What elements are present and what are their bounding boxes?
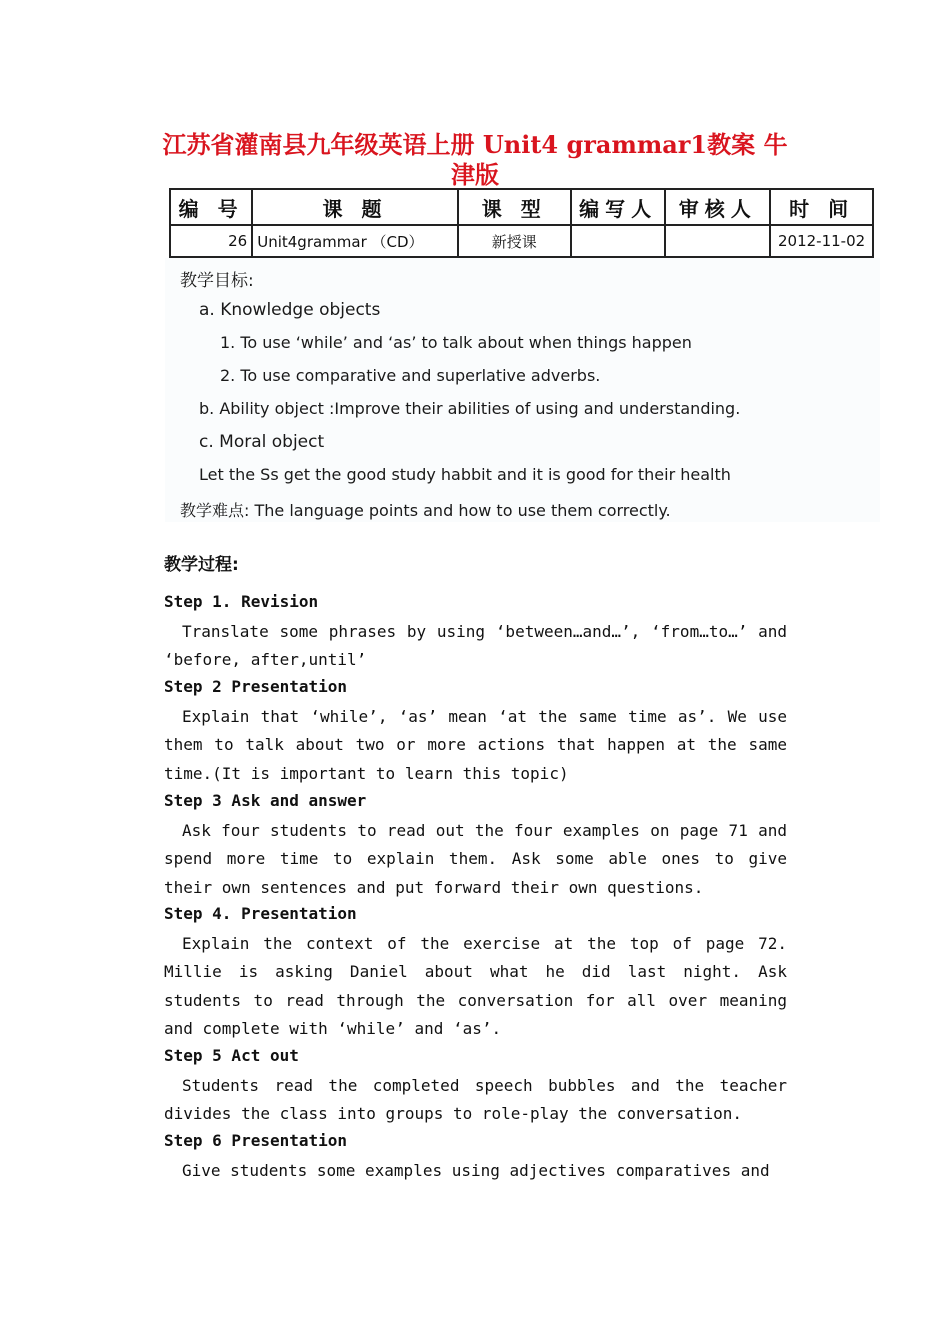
step-text: Give students some examples using adjectives comparatives and <box>182 1161 770 1180</box>
step-heading: Step 4. Presentation <box>164 904 357 923</box>
header-time: 时 间 <box>770 189 873 225</box>
header-topic: 课 题 <box>252 189 458 225</box>
step-heading: Step 5 Act out <box>164 1046 299 1065</box>
moral-text: Let the Ss get the good study habbit and it is good for their health <box>199 465 731 484</box>
step-text: Translate some phrases by using ‘between…and…’, ‘from…to…’ and ‘before, after,until’ <box>164 622 787 670</box>
moral-label: c. Moral object <box>199 432 325 452</box>
objectives-block <box>165 258 880 522</box>
cell-reviewer <box>665 225 770 257</box>
table-row <box>170 225 873 257</box>
cell-type: 新授课 <box>458 225 571 257</box>
cell-number: 26 <box>170 225 252 257</box>
step-heading: Step 3 Ask and answer <box>164 791 367 810</box>
lesson-info-table <box>169 188 874 258</box>
objectives-heading: 教学目标: <box>180 271 254 291</box>
knowledge-item-1: 1. To use ‘while’ and ‘as’ to talk about when things happen <box>220 333 692 352</box>
document-title: 江苏省灌南县九年级英语上册 Unit4 grammar1教案 牛津版 <box>162 130 788 189</box>
header-type: 课 型 <box>458 189 571 225</box>
step-text: Ask four students to read out the four examples on page 71 and spend more time to explain them. Ask some able ones to give their own sentences and put forward their own questions. <box>164 821 787 897</box>
step-text: Students read the completed speech bubbles and the teacher divides the class into groups to role-play the conversation. <box>164 1076 787 1124</box>
header-writer: 编写人 <box>571 189 666 225</box>
knowledge-label: a. Knowledge objects <box>199 300 381 320</box>
step-text: Explain the context of the exercise at the top of page 72. Millie is asking Daniel about what he did last night. Ask students to read through the conversation for all over meaning and complete with ‘while’ and ‘as’. <box>164 934 787 1039</box>
table-header-row <box>170 189 873 225</box>
step-heading: Step 6 Presentation <box>164 1131 348 1150</box>
knowledge-item-2: 2. To use comparative and superlative adverbs. <box>220 366 601 385</box>
cell-time: 2012-11-02 <box>770 225 873 257</box>
step-heading: Step 2 Presentation <box>164 677 348 696</box>
cell-writer <box>571 225 666 257</box>
step-heading: Step 1. Revision <box>164 592 319 611</box>
header-reviewer: 审核人 <box>665 189 770 225</box>
process-heading: 教学过程: <box>164 555 239 575</box>
header-number: 编 号 <box>170 189 252 225</box>
difficulty-text: 教学难点: The language points and how to use them correctly. <box>180 501 671 520</box>
cell-topic: Unit4grammar （CD） <box>252 225 458 257</box>
ability-object: b. Ability object :Improve their abilities of using and understanding. <box>199 399 741 418</box>
step-text: Explain that ‘while’, ‘as’ mean ‘at the same time as’. We use them to talk about two or more actions that happen at the same time.(It is important to learn this topic) <box>164 707 787 783</box>
